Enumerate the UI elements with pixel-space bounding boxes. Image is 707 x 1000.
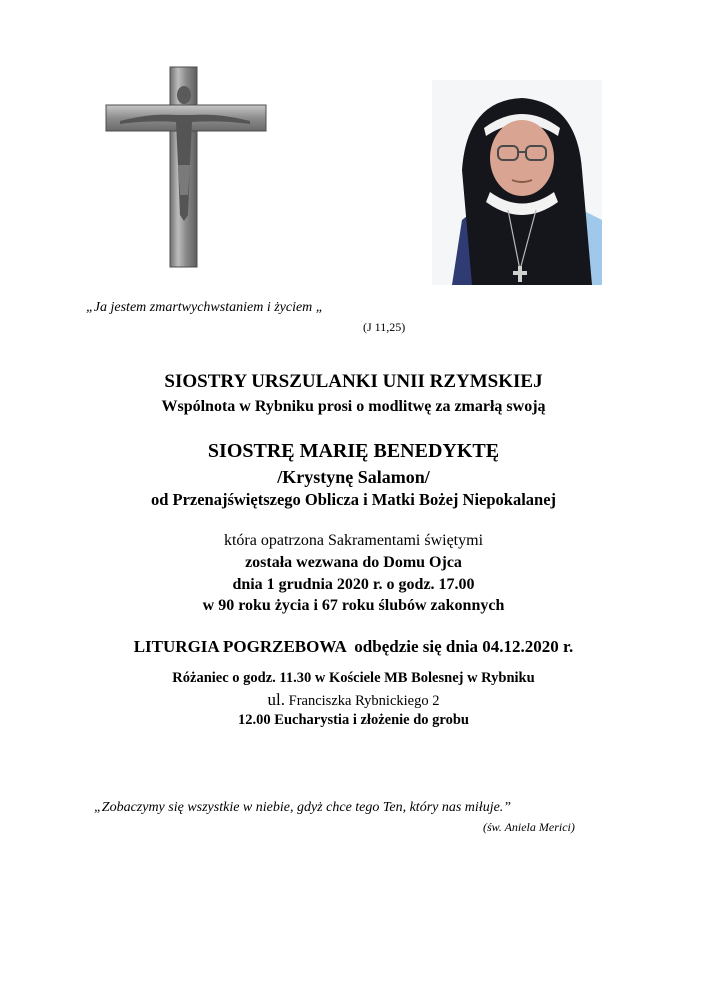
age-line: w 90 roku życia i 67 roku ślubów zakonnych [202,597,505,614]
quote-bottom-source: (św. Aniela Merici) [483,820,575,834]
quote-top: „Ja jestem zmartwychwstaniem i życiem „ [86,300,324,315]
crucifix-image [100,65,270,270]
street-prefix: ul. [267,690,286,709]
deceased-lay-name: /Krystynę Salamon/ [277,467,430,487]
called-line: została wezwana do Domu Ojca [245,554,462,571]
quote-top-source: (J 11,25) [363,320,406,334]
street-name: Franciszka Rybnickiego 2 [285,693,440,709]
rosary-line: Różaniec o godz. 11.30 w Kościele MB Bolesnej w Rybniku [172,670,535,686]
portrait-photo [432,80,602,285]
eucharist-line: 12.00 Eucharystia i złożenie do grobu [238,712,469,728]
liturgy-label: LITURGIA POGRZEBOWA [133,637,346,656]
organization-title: SIOSTRY URSZULANKI UNII RZYMSKIEJ [164,371,543,392]
liturgy-date: odbędzie się dnia 04.12.2020 r. [345,637,574,656]
quote-bottom: „Zobaczymy się wszystkie w niebie, gdyż chce tego Ten, który nas miłuje.” [94,800,512,815]
community-line: Wspólnota w Rybniku prosi o modlitwę za zmarłą swoją [161,398,546,415]
death-date-line: dnia 1 grudnia 2020 r. o godz. 17.00 [232,576,475,593]
liturgy-line [0,637,707,657]
deceased-religious-title: od Przenajświętszego Oblicza i Matki Bożej Niepokalanej [150,490,557,509]
sacraments-line: która opatrzona Sakramentami świętymi [223,532,484,549]
street-line [0,690,707,710]
deceased-name: SIOSTRĘ MARIĘ BENEDYKTĘ [207,440,500,462]
